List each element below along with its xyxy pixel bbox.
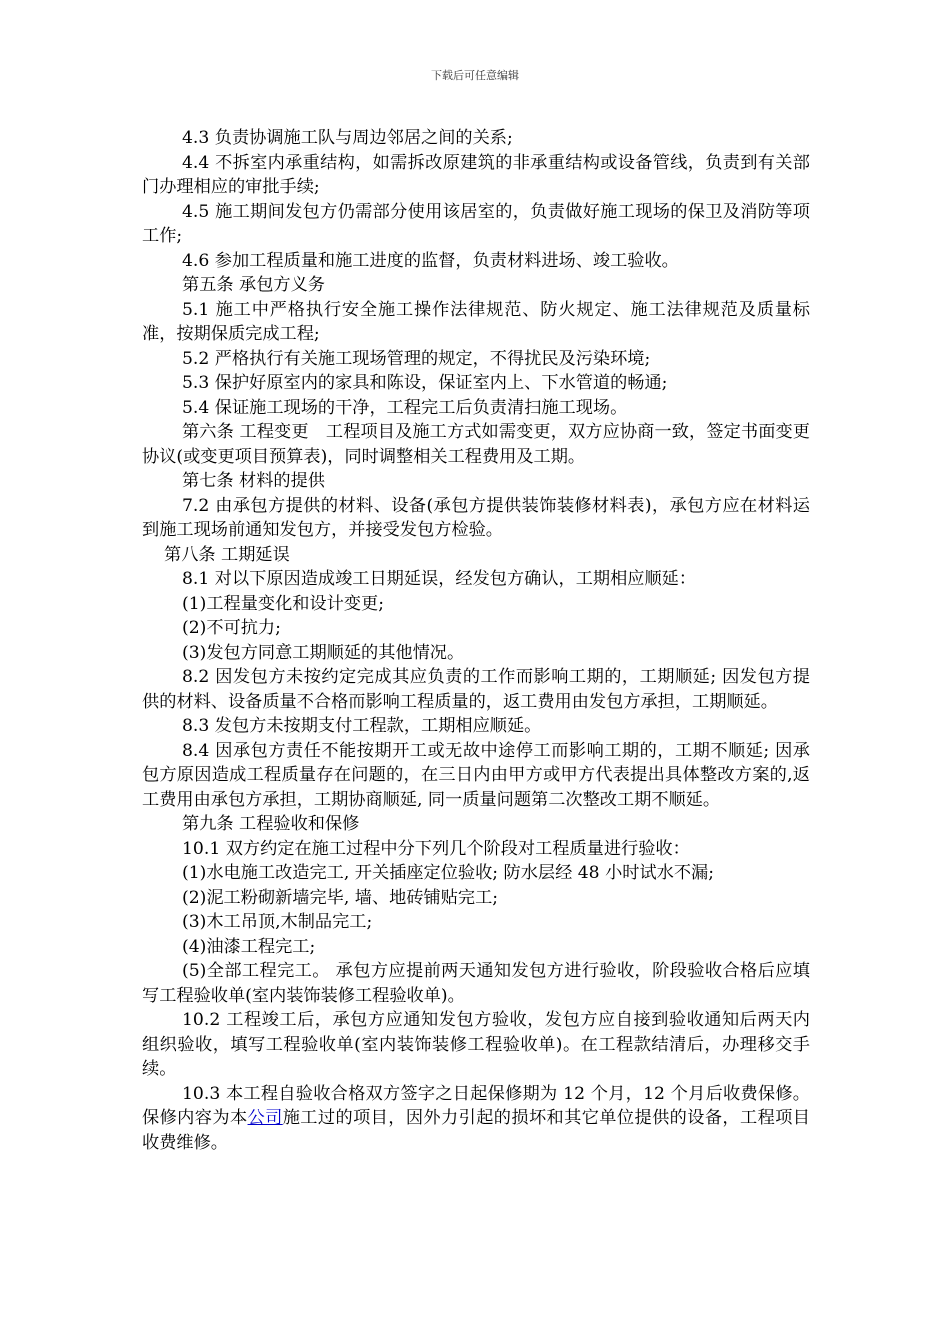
paragraph [142, 1082, 810, 1156]
list-item: (5)全部工程完工。 承包方应提前两天通知发包方进行验收，阶段验收合格后应填写工程验收单(室内装饰装修工程验收单)。 [142, 961, 810, 1006]
paragraph: 4.4 不拆室内承重结构，如需拆改原建筑的非承重结构或设备管线，负责到有关部门办理相应的审批手续; [142, 152, 810, 197]
paragraph: 10.2 工程竣工后，承包方应通知发包方验收，发包方应自接到验收通知后两天内组织验收，填写工程验收单(室内装饰装修工程验收单)。在工程款结清后，办理移交手续。 [142, 1010, 810, 1079]
list-item: (1)工程量变化和设计变更; [182, 593, 385, 614]
list-item: (3)木工吊顶,木制品完工; [182, 912, 373, 932]
paragraph: 5.1 施工中严格执行安全施工操作法律规范、防火规定、施工法律规范及质量标准，按期保质完成工程; [142, 299, 810, 344]
paragraph: 4.3 负责协调施工队与周边邻居之间的关系; [182, 128, 513, 148]
paragraph: 4.5 施工期间发包方仍需部分使用该居室的，负责做好施工现场的保卫及消防等项工作; [142, 201, 810, 246]
section-heading: 第九条 工程验收和保修 [182, 814, 360, 834]
paragraph: 7.2 由承包方提供的材料、设备(承包方提供装饰装修材料表)，承包方应在材料运到施工现场前通知发包方，并接受发包方检验。 [142, 495, 810, 540]
page-header: 下载后可任意编辑 [431, 69, 519, 82]
company-link[interactable]: 公司 [247, 1108, 283, 1128]
list-item: (2)不可抗力; [182, 618, 281, 638]
paragraph-text: 10.3 本工程自验收合格双方签字之日起保修期为 12 个月，12 个月后收费保修。保修内容为本 [142, 1083, 810, 1128]
paragraph: 5.2 严格执行有关施工现场管理的规定，不得扰民及污染环境; [182, 348, 651, 369]
paragraph: 8.2 因发包方未按约定完成其应负责的工作而影响工期的，工期顺延; 因发包方提供的材料、设备质量不合格而影响工程质量的，返工费用由发包方承担，工期顺延。 [142, 667, 810, 712]
list-item: (2)泥工粉砌新墙完毕, 墙、地砖铺贴完工; [182, 887, 499, 908]
list-item: (1)水电施工改造完工, 开关插座定位验收; 防水层经 48 小时试水不漏; [182, 863, 714, 883]
paragraph-text: 施工过的项目，因外力引起的损坏和其它单位提供的设备，工程项目收费维修。 [142, 1108, 810, 1153]
paragraph: 10.1 双方约定在施工过程中分下列几个阶段对工程质量进行验收： [182, 838, 690, 859]
paragraph: 8.1 对以下原因造成竣工日期延误，经发包方确认，工期相应顺延： [182, 569, 697, 589]
section-heading: 第六条 工程变更 工程项目及施工方式如需变更，双方应协商一致，签定书面变更协议(或变更项目预算表)，同时调整相关工程费用及工期。 [142, 422, 810, 467]
paragraph: 5.3 保护好原室内的家具和陈设，保证室内上、下水管道的畅通; [182, 373, 668, 393]
list-item: (3)发包方同意工期顺延的其他情况。 [182, 642, 465, 663]
document-body [142, 126, 810, 1155]
list-item: (4)油漆工程完工; [182, 936, 316, 957]
paragraph: 8.3 发包方未按期支付工程款，工期相应顺延。 [182, 716, 542, 736]
paragraph: 4.6 参加工程质量和施工进度的监督，负责材料进场、竣工验收。 [182, 250, 679, 271]
section-heading: 第八条 工期延误 [164, 544, 290, 565]
paragraph: 8.4 因承包方责任不能按期开工或无故中途停工而影响工期的，工期不顺延; 因承包方原因造成工程质量存在问题的，在三日内由甲方或甲方代表提出具体整改方案的,返工费用由承包方承担，工期协商顺延, 同一质量问题第二次整改工期不顺延。 [142, 740, 810, 810]
section-heading: 第五条 承包方义务 [182, 275, 325, 295]
section-heading: 第七条 材料的提供 [182, 471, 325, 491]
paragraph: 5.4 保证施工现场的干净，工程完工后负责清扫施工现场。 [182, 397, 628, 418]
